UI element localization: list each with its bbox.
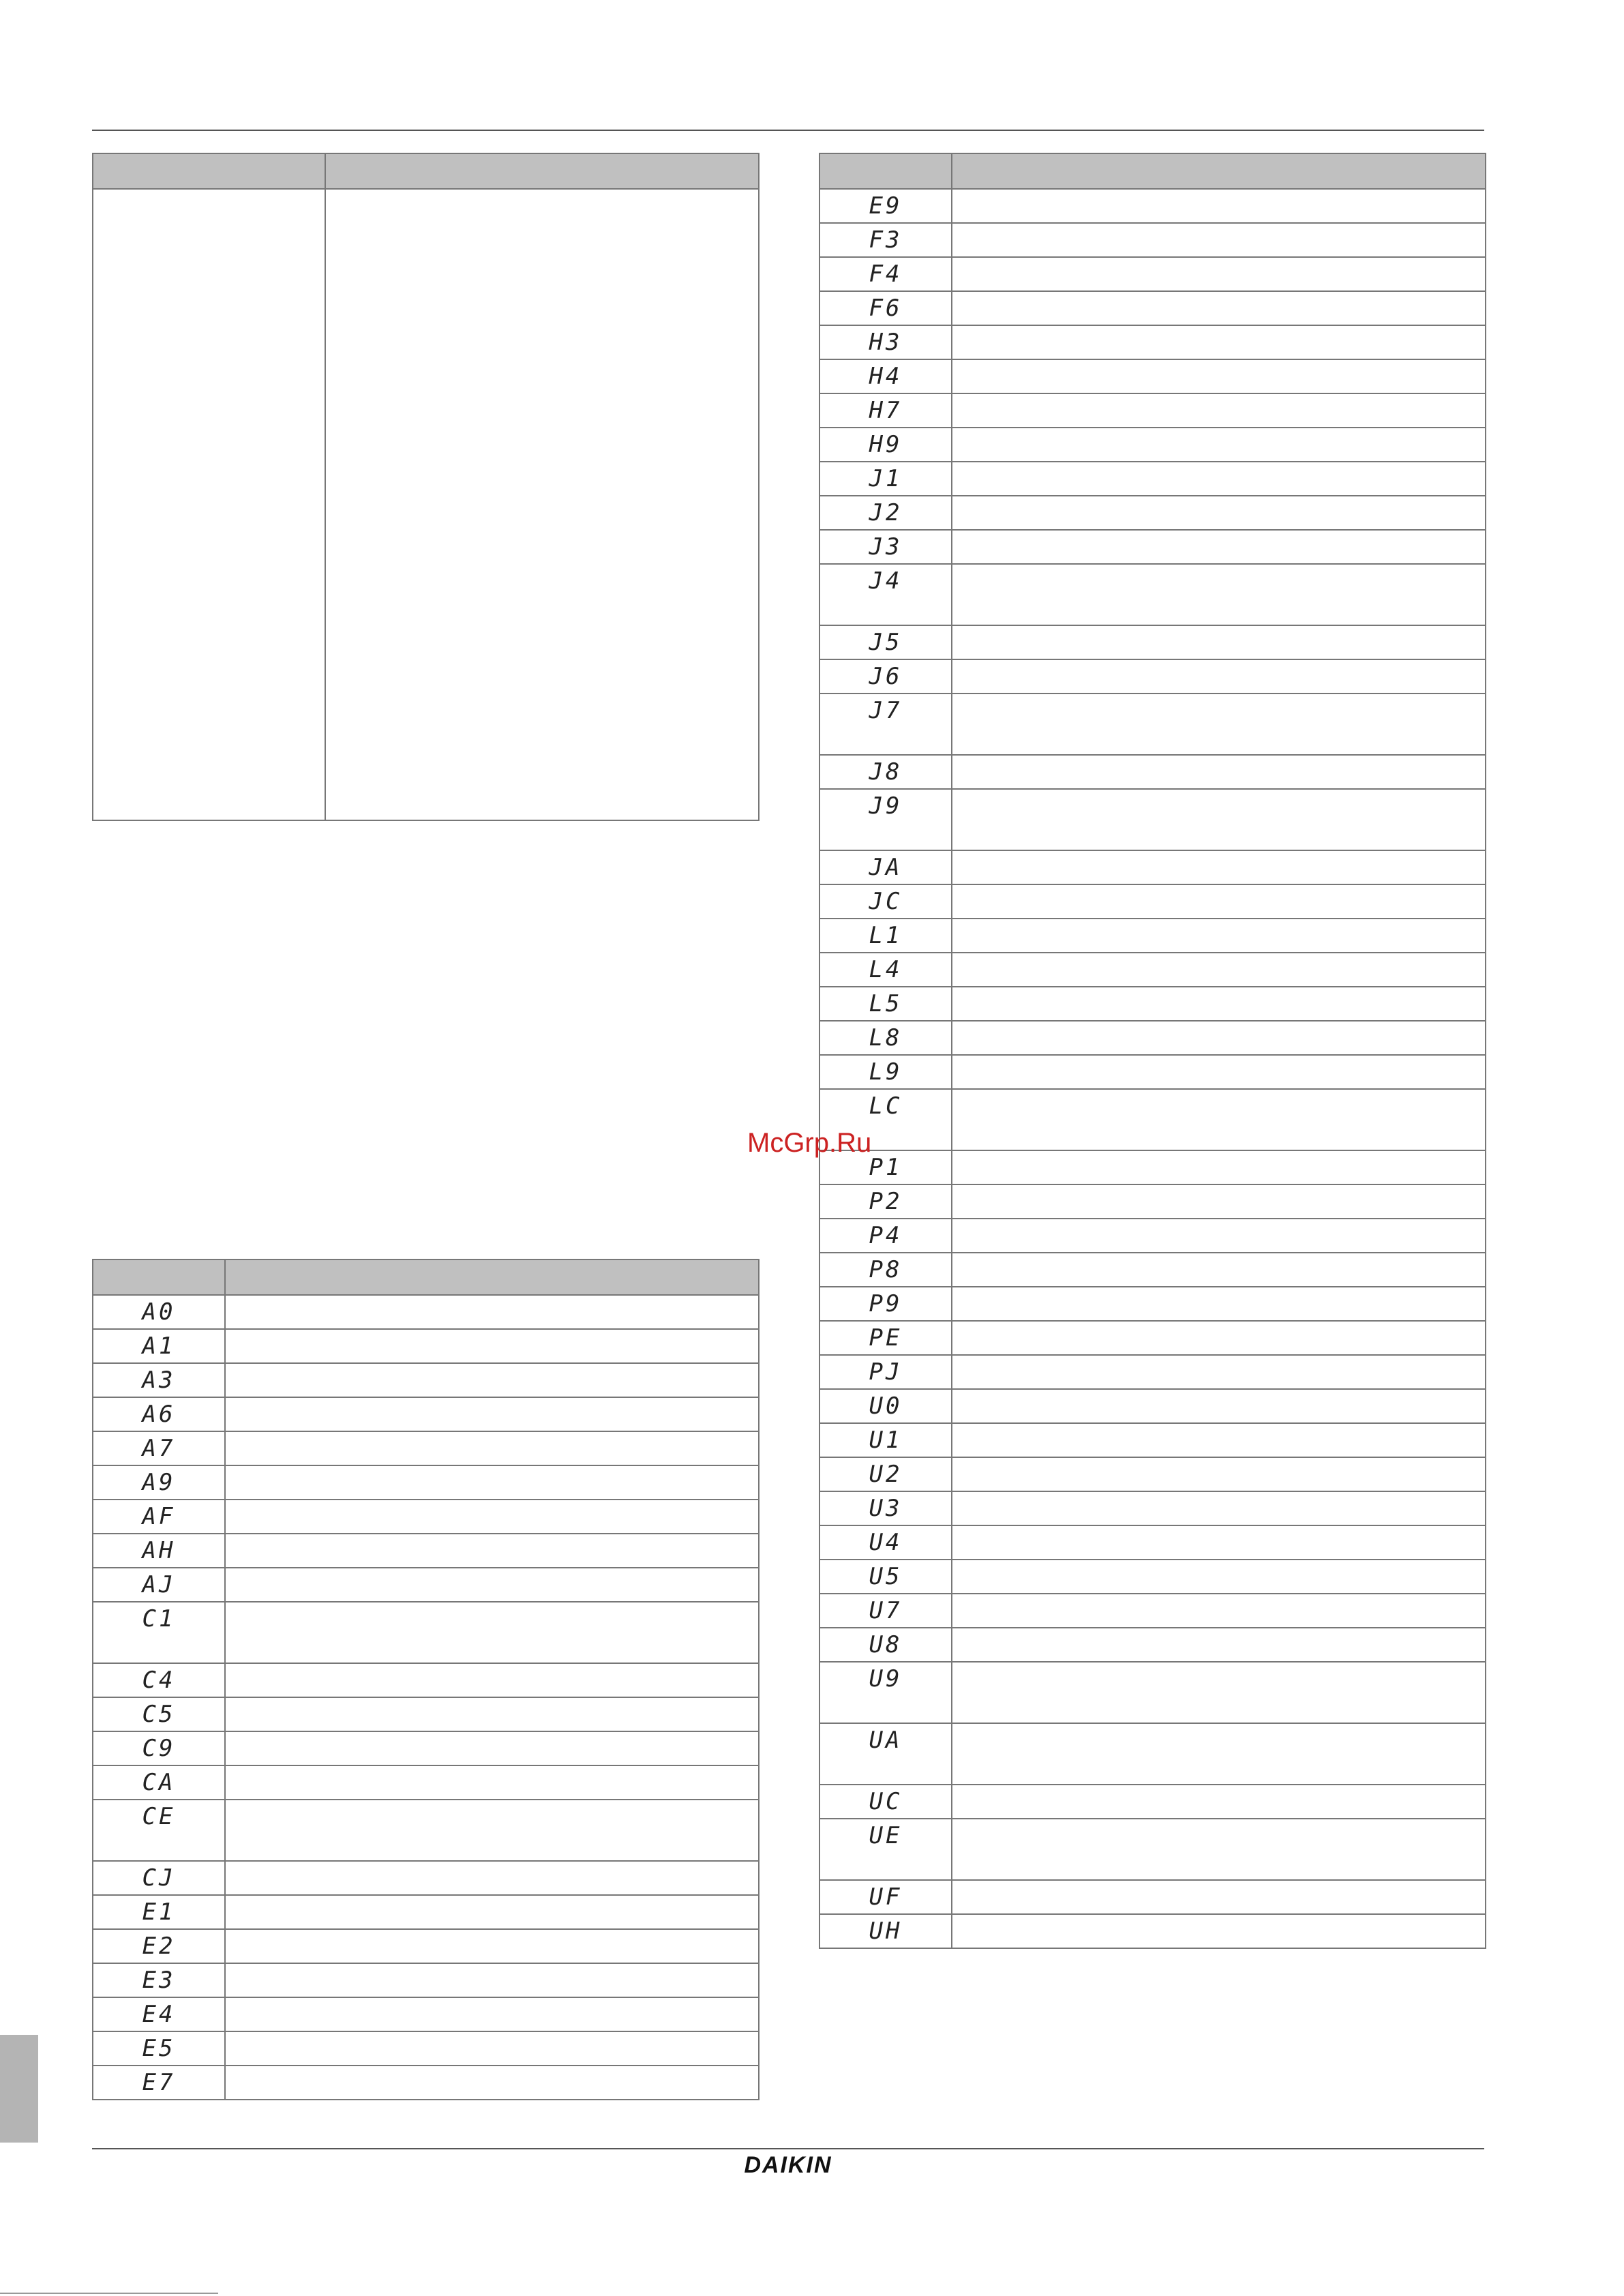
table-row (819, 789, 1486, 850)
table-row (819, 1287, 1486, 1321)
error-code: CA (93, 1765, 225, 1800)
error-code: CE (93, 1800, 225, 1861)
code-description (225, 1602, 759, 1663)
table-row (819, 1723, 1486, 1785)
table-row (93, 1997, 759, 2031)
error-code: U2 (819, 1457, 952, 1491)
error-code: U0 (819, 1389, 952, 1423)
error-code: L4 (819, 953, 952, 987)
column-header (819, 153, 952, 189)
table-row (819, 1184, 1486, 1219)
code-description (225, 1397, 759, 1431)
error-code: U3 (819, 1491, 952, 1525)
code-description (952, 1594, 1486, 1628)
error-code: C4 (93, 1663, 225, 1697)
side-tab (0, 2035, 38, 2143)
error-code: UH (819, 1914, 952, 1948)
table-row (819, 1491, 1486, 1525)
code-description (225, 1765, 759, 1800)
code-description (952, 1055, 1486, 1089)
code-description (225, 1895, 759, 1929)
error-code: U5 (819, 1560, 952, 1594)
code-description (952, 1628, 1486, 1662)
table-row (819, 223, 1486, 257)
table-row (819, 393, 1486, 428)
table-row (819, 1150, 1486, 1184)
error-code: J6 (819, 659, 952, 694)
error-code: J9 (819, 789, 952, 850)
table-row (819, 953, 1486, 987)
table-header-row (93, 1259, 759, 1295)
table-row (93, 1929, 759, 1963)
error-code: L5 (819, 987, 952, 1021)
table-row (819, 659, 1486, 694)
error-code: E5 (93, 2031, 225, 2066)
table-row (819, 1594, 1486, 1628)
error-code: U4 (819, 1525, 952, 1560)
table-row (819, 496, 1486, 530)
code-description (225, 2031, 759, 2066)
error-code: UC (819, 1785, 952, 1819)
error-code: P1 (819, 1150, 952, 1184)
table-row (819, 1321, 1486, 1355)
error-code: E1 (93, 1895, 225, 1929)
error-code: U1 (819, 1423, 952, 1457)
table-row (819, 1355, 1486, 1389)
table-error-codes-right (819, 153, 1486, 1949)
error-code: L1 (819, 919, 952, 953)
error-code: AJ (93, 1568, 225, 1602)
error-code: U8 (819, 1628, 952, 1662)
error-code: AF (93, 1500, 225, 1534)
table-row (93, 1465, 759, 1500)
error-code: H9 (819, 428, 952, 462)
footer-rule (92, 2148, 1484, 2149)
error-code: E2 (93, 1929, 225, 1963)
error-code: UF (819, 1880, 952, 1914)
code-description (225, 1697, 759, 1731)
table-row (93, 1602, 759, 1663)
table-row (819, 850, 1486, 884)
code-description (952, 1219, 1486, 1253)
table-row (819, 987, 1486, 1021)
code-description (225, 1534, 759, 1568)
error-code: J5 (819, 625, 952, 659)
error-code: JA (819, 850, 952, 884)
code-description (952, 462, 1486, 496)
code-description (952, 953, 1486, 987)
table-row (819, 1219, 1486, 1253)
code-description (952, 694, 1486, 755)
table-row (93, 1731, 759, 1765)
error-code: F4 (819, 257, 952, 291)
error-code: P8 (819, 1253, 952, 1287)
code-description (952, 496, 1486, 530)
table-row (819, 1628, 1486, 1662)
error-code: UA (819, 1723, 952, 1785)
error-code: P4 (819, 1219, 952, 1253)
table-row (93, 1534, 759, 1568)
error-code: J7 (819, 694, 952, 755)
table-row (93, 1895, 759, 1929)
error-code: UE (819, 1819, 952, 1880)
code-description (225, 1363, 759, 1397)
error-code: H4 (819, 359, 952, 393)
table-row (93, 1963, 759, 1997)
table-row (819, 1457, 1486, 1491)
column-header (93, 153, 325, 189)
error-code: P9 (819, 1287, 952, 1321)
error-code: E9 (819, 189, 952, 223)
error-code: JC (819, 884, 952, 919)
code-description (952, 1287, 1486, 1321)
table-row (819, 919, 1486, 953)
table-row (819, 755, 1486, 789)
table-row (819, 1089, 1486, 1150)
daikin-logo: DAIKIN (744, 2152, 832, 2178)
error-code: J2 (819, 496, 952, 530)
code-description (952, 189, 1486, 223)
code-description (952, 1321, 1486, 1355)
table-row (819, 1525, 1486, 1560)
code-description (952, 987, 1486, 1021)
code-description (225, 1568, 759, 1602)
error-code: PJ (819, 1355, 952, 1389)
code-description (952, 359, 1486, 393)
table-cell (325, 189, 759, 820)
table-row (819, 189, 1486, 223)
error-code: A9 (93, 1465, 225, 1500)
table-row (819, 1914, 1486, 1948)
code-description (952, 325, 1486, 359)
code-description (952, 1880, 1486, 1914)
table-row (93, 2066, 759, 2100)
error-code: LC (819, 1089, 952, 1150)
code-description (225, 1997, 759, 2031)
error-code: A6 (93, 1397, 225, 1431)
code-description (952, 755, 1486, 789)
table-row (93, 1663, 759, 1697)
table-row (93, 189, 759, 820)
error-code: C5 (93, 1697, 225, 1731)
error-code: J4 (819, 564, 952, 625)
code-description (952, 1389, 1486, 1423)
table-row (93, 1568, 759, 1602)
error-code: U9 (819, 1662, 952, 1723)
code-description (952, 1021, 1486, 1055)
code-description (225, 1329, 759, 1363)
error-code: F6 (819, 291, 952, 325)
table-row (819, 1389, 1486, 1423)
code-description (952, 1491, 1486, 1525)
error-code: E3 (93, 1963, 225, 1997)
column-header (93, 1259, 225, 1295)
table-row (819, 884, 1486, 919)
error-code: C1 (93, 1602, 225, 1663)
table-row (819, 1662, 1486, 1723)
code-description (225, 1731, 759, 1765)
code-description (952, 1525, 1486, 1560)
code-description (952, 1184, 1486, 1219)
watermark: McGrp.Ru (747, 1128, 872, 1158)
error-code: A7 (93, 1431, 225, 1465)
table-row (819, 694, 1486, 755)
code-description (952, 1560, 1486, 1594)
error-code: PE (819, 1321, 952, 1355)
error-code: H7 (819, 393, 952, 428)
code-description (225, 1431, 759, 1465)
table-row (93, 1363, 759, 1397)
code-description (952, 659, 1486, 694)
code-description (225, 1800, 759, 1861)
error-code: J8 (819, 755, 952, 789)
code-description (952, 1785, 1486, 1819)
error-code: AH (93, 1534, 225, 1568)
code-description (225, 1663, 759, 1697)
error-code: J1 (819, 462, 952, 496)
code-description (225, 1861, 759, 1895)
code-description (952, 257, 1486, 291)
error-code: L9 (819, 1055, 952, 1089)
error-code: E4 (93, 1997, 225, 2031)
table-header-row (93, 153, 759, 189)
code-description (952, 1150, 1486, 1184)
table-cell (93, 189, 325, 820)
table-row (819, 359, 1486, 393)
table-row (93, 1431, 759, 1465)
error-code: H3 (819, 325, 952, 359)
table-row (819, 1560, 1486, 1594)
table-row (93, 1861, 759, 1895)
table-row (819, 1253, 1486, 1287)
code-description (952, 564, 1486, 625)
table-row (819, 1055, 1486, 1089)
table-error-codes-left (92, 1259, 760, 2100)
code-description (952, 625, 1486, 659)
code-description (952, 1355, 1486, 1389)
code-description (225, 2066, 759, 2100)
code-description (225, 1295, 759, 1329)
table-row (819, 530, 1486, 564)
table-row (819, 1423, 1486, 1457)
error-code: A1 (93, 1329, 225, 1363)
table-row (93, 2031, 759, 2066)
code-description (952, 1253, 1486, 1287)
header-rule (92, 130, 1484, 131)
code-description (952, 1723, 1486, 1785)
table-row (819, 1021, 1486, 1055)
code-description (952, 884, 1486, 919)
error-code: A0 (93, 1295, 225, 1329)
table-row (93, 1697, 759, 1731)
table-row (93, 1500, 759, 1534)
table-row (93, 1329, 759, 1363)
code-description (952, 1819, 1486, 1880)
column-header (952, 153, 1486, 189)
table-row (93, 1295, 759, 1329)
bottom-edge-line (0, 2293, 218, 2294)
table-row (819, 1880, 1486, 1914)
table-row (819, 291, 1486, 325)
table-row (819, 428, 1486, 462)
table-row (93, 1800, 759, 1861)
code-description (952, 223, 1486, 257)
code-description (225, 1929, 759, 1963)
error-code: P2 (819, 1184, 952, 1219)
error-code: CJ (93, 1861, 225, 1895)
error-code: C9 (93, 1731, 225, 1765)
code-description (952, 850, 1486, 884)
code-description (952, 1662, 1486, 1723)
error-code: E7 (93, 2066, 225, 2100)
column-header (225, 1259, 759, 1295)
table-row (93, 1765, 759, 1800)
code-description (952, 393, 1486, 428)
table-row (819, 325, 1486, 359)
code-description (952, 1914, 1486, 1948)
column-header (325, 153, 759, 189)
code-description (952, 1423, 1486, 1457)
table-row (93, 1397, 759, 1431)
code-description (952, 789, 1486, 850)
error-code: A3 (93, 1363, 225, 1397)
code-description (225, 1963, 759, 1997)
table-row (819, 462, 1486, 496)
error-code: F3 (819, 223, 952, 257)
code-description (952, 428, 1486, 462)
code-description (225, 1500, 759, 1534)
table-row (819, 564, 1486, 625)
code-description (952, 1089, 1486, 1150)
table-header-row (819, 153, 1486, 189)
table-row (819, 1785, 1486, 1819)
error-code: J3 (819, 530, 952, 564)
code-description (952, 919, 1486, 953)
code-description (952, 291, 1486, 325)
error-code: U7 (819, 1594, 952, 1628)
code-description (952, 530, 1486, 564)
code-description (225, 1465, 759, 1500)
table-top-left (92, 153, 760, 821)
table-row (819, 1819, 1486, 1880)
table-row (819, 625, 1486, 659)
table-row (819, 257, 1486, 291)
code-description (952, 1457, 1486, 1491)
error-code: L8 (819, 1021, 952, 1055)
